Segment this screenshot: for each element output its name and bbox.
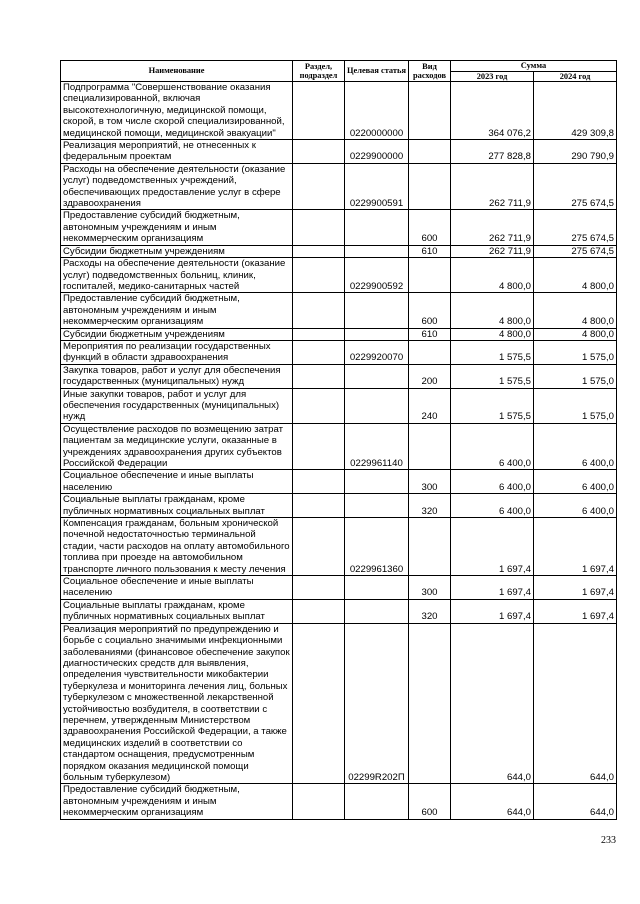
row-name-cell: Субсидии бюджетным учреждениям — [61, 245, 293, 257]
row-amount-2023-cell: 6 400,0 — [451, 423, 534, 470]
row-target-article-cell — [345, 470, 409, 494]
row-section-cell — [293, 388, 345, 423]
row-expense-type-cell: 600 — [409, 210, 451, 245]
row-target-article-cell — [345, 494, 409, 518]
header-section: Раздел, подраздел — [293, 61, 345, 82]
row-amount-2024-cell: 1 697,4 — [534, 576, 617, 600]
row-expense-type-cell — [409, 258, 451, 293]
row-section-cell — [293, 599, 345, 623]
table-row — [61, 293, 617, 328]
row-target-article-cell: 0229900592 — [345, 258, 409, 293]
row-amount-2023-cell: 262 711,9 — [451, 210, 534, 245]
table-row — [61, 388, 617, 423]
table-row — [61, 82, 617, 140]
row-name-cell: Реализация мероприятий, не отнесенных к федеральным проектам — [61, 140, 293, 164]
header-year-2023: 2023 год — [451, 71, 534, 82]
row-expense-type-cell: 610 — [409, 245, 451, 257]
header-year-2024: 2024 год — [534, 71, 617, 82]
row-target-article-cell — [345, 245, 409, 257]
row-amount-2024-cell: 1 697,4 — [534, 599, 617, 623]
row-amount-2023-cell: 364 076,2 — [451, 82, 534, 140]
row-section-cell — [293, 163, 345, 210]
row-name-cell: Компенсация гражданам, больным хронической почечной недостаточностью терминальной стадии, части расходов на оплату автомобильного топлива при проезде на автомобильном транспорте личного пользования к месту лечения — [61, 518, 293, 576]
row-amount-2023-cell: 4 800,0 — [451, 328, 534, 340]
row-name-cell: Социальное обеспечение и иные выплаты населению — [61, 470, 293, 494]
row-section-cell — [293, 293, 345, 328]
table-row — [61, 423, 617, 470]
table-row — [61, 328, 617, 340]
table-row — [61, 245, 617, 257]
row-section-cell — [293, 423, 345, 470]
row-name-cell: Расходы на обеспечение деятельности (оказание услуг) подведомственных учреждений, обеспечивающих предоставление услуг в сфере здравоохранения — [61, 163, 293, 210]
row-target-article-cell: 0229900000 — [345, 140, 409, 164]
row-target-article-cell — [345, 784, 409, 819]
table-row — [61, 576, 617, 600]
row-expense-type-cell: 600 — [409, 293, 451, 328]
row-expense-type-cell: 320 — [409, 599, 451, 623]
row-amount-2024-cell: 1 575,0 — [534, 364, 617, 388]
row-amount-2024-cell: 4 800,0 — [534, 258, 617, 293]
row-target-article-cell — [345, 210, 409, 245]
row-expense-type-cell — [409, 140, 451, 164]
header-target-article: Целевая статья — [345, 61, 409, 82]
row-target-article-cell — [345, 388, 409, 423]
row-name-cell: Предоставление субсидий бюджетным, автономным учреждениям и иным некоммерческим организациям — [61, 293, 293, 328]
row-expense-type-cell — [409, 623, 451, 784]
row-amount-2023-cell: 1 697,4 — [451, 576, 534, 600]
row-amount-2024-cell: 4 800,0 — [534, 328, 617, 340]
row-amount-2023-cell: 277 828,8 — [451, 140, 534, 164]
row-expense-type-cell: 300 — [409, 470, 451, 494]
row-amount-2024-cell: 275 674,5 — [534, 163, 617, 210]
row-target-article-cell — [345, 293, 409, 328]
row-expense-type-cell — [409, 518, 451, 576]
table-row — [61, 784, 617, 819]
table-row — [61, 140, 617, 164]
header-expense-type: Вид расходов — [409, 61, 451, 82]
row-amount-2024-cell: 644,0 — [534, 623, 617, 784]
row-expense-type-cell: 240 — [409, 388, 451, 423]
row-section-cell — [293, 364, 345, 388]
table-row — [61, 258, 617, 293]
row-expense-type-cell — [409, 423, 451, 470]
row-section-cell — [293, 576, 345, 600]
row-section-cell — [293, 518, 345, 576]
row-amount-2024-cell: 1 575,0 — [534, 388, 617, 423]
row-amount-2024-cell: 6 400,0 — [534, 494, 617, 518]
row-amount-2023-cell: 6 400,0 — [451, 494, 534, 518]
row-amount-2024-cell: 6 400,0 — [534, 423, 617, 470]
row-expense-type-cell — [409, 82, 451, 140]
table-header — [61, 61, 617, 82]
row-name-cell: Реализация мероприятий по предупреждению и борьбе с социально значимыми инфекционными заболеваниями (финансовое обеспечение закупок диагностических средств для выявления, определения чувствительности микобактерии туберкулеза и мониторинга лечения лиц, больных туберкулезом с множественной лекарственной устойчивостью возбудителя, в соответствии с перечнем, утвержденным Министерством здравоохранения Российской Федерации, а также медицинских изделий в соответствии со стандартом оснащения, предусмотренным порядком оказания медицинской помощи больным туберкулезом) — [61, 623, 293, 784]
row-amount-2024-cell: 4 800,0 — [534, 293, 617, 328]
row-amount-2023-cell: 262 711,9 — [451, 163, 534, 210]
row-name-cell: Расходы на обеспечение деятельности (оказание услуг) подведомственных больниц, клиник, госпиталей, медико-санитарных частей — [61, 258, 293, 293]
row-amount-2023-cell: 1 697,4 — [451, 518, 534, 576]
row-section-cell — [293, 470, 345, 494]
row-target-article-cell — [345, 576, 409, 600]
row-target-article-cell: 02299R202П — [345, 623, 409, 784]
table-row — [61, 518, 617, 576]
row-name-cell: Предоставление субсидий бюджетным, автономным учреждениям и иным некоммерческим организациям — [61, 784, 293, 819]
row-name-cell: Субсидии бюджетным учреждениям — [61, 328, 293, 340]
row-amount-2023-cell: 644,0 — [451, 623, 534, 784]
header-name: Наименование — [61, 61, 293, 82]
row-target-article-cell: 0220000000 — [345, 82, 409, 140]
table-row — [61, 494, 617, 518]
row-name-cell: Осуществление расходов по возмещению затрат пациентам за медицинские услуги, оказанные в учреждениях здравоохранения других субъектов Российской Федерации — [61, 423, 293, 470]
row-name-cell: Социальные выплаты гражданам, кроме публичных нормативных социальных выплат — [61, 494, 293, 518]
row-section-cell — [293, 210, 345, 245]
row-expense-type-cell: 610 — [409, 328, 451, 340]
header-sum: Сумма — [451, 61, 617, 72]
table-row — [61, 470, 617, 494]
row-target-article-cell: 0229900591 — [345, 163, 409, 210]
row-section-cell — [293, 340, 345, 364]
row-section-cell — [293, 140, 345, 164]
row-amount-2024-cell: 275 674,5 — [534, 210, 617, 245]
table-row — [61, 599, 617, 623]
row-amount-2024-cell: 6 400,0 — [534, 470, 617, 494]
row-amount-2023-cell: 1 697,4 — [451, 599, 534, 623]
row-section-cell — [293, 258, 345, 293]
row-target-article-cell: 0229920070 — [345, 340, 409, 364]
row-name-cell: Мероприятия по реализации государственных функций в области здравоохранения — [61, 340, 293, 364]
row-section-cell — [293, 245, 345, 257]
row-amount-2024-cell: 1 575,0 — [534, 340, 617, 364]
row-expense-type-cell — [409, 340, 451, 364]
row-section-cell — [293, 623, 345, 784]
row-expense-type-cell: 320 — [409, 494, 451, 518]
row-amount-2023-cell: 4 800,0 — [451, 293, 534, 328]
row-amount-2023-cell: 4 800,0 — [451, 258, 534, 293]
row-name-cell: Закупка товаров, работ и услуг для обеспечения государственных (муниципальных) нужд — [61, 364, 293, 388]
row-amount-2023-cell: 1 575,5 — [451, 364, 534, 388]
row-section-cell — [293, 82, 345, 140]
budget-table — [60, 60, 617, 820]
row-amount-2023-cell: 644,0 — [451, 784, 534, 819]
row-amount-2023-cell: 1 575,5 — [451, 388, 534, 423]
row-target-article-cell: 0229961360 — [345, 518, 409, 576]
row-expense-type-cell: 600 — [409, 784, 451, 819]
row-section-cell — [293, 494, 345, 518]
row-amount-2024-cell: 644,0 — [534, 784, 617, 819]
row-name-cell: Предоставление субсидий бюджетным, автономным учреждениям и иным некоммерческим организациям — [61, 210, 293, 245]
table-row — [61, 623, 617, 784]
row-amount-2023-cell: 6 400,0 — [451, 470, 534, 494]
row-target-article-cell — [345, 599, 409, 623]
row-expense-type-cell: 300 — [409, 576, 451, 600]
page-number: 233 — [601, 835, 616, 846]
table-row — [61, 163, 617, 210]
row-section-cell — [293, 784, 345, 819]
row-name-cell: Социальные выплаты гражданам, кроме публичных нормативных социальных выплат — [61, 599, 293, 623]
row-amount-2023-cell: 1 575,5 — [451, 340, 534, 364]
table-row — [61, 210, 617, 245]
row-name-cell: Социальное обеспечение и иные выплаты населению — [61, 576, 293, 600]
row-amount-2024-cell: 1 697,4 — [534, 518, 617, 576]
row-expense-type-cell — [409, 163, 451, 210]
row-amount-2024-cell: 429 309,8 — [534, 82, 617, 140]
table-row — [61, 340, 617, 364]
row-expense-type-cell: 200 — [409, 364, 451, 388]
row-amount-2024-cell: 290 790,9 — [534, 140, 617, 164]
table-body — [61, 82, 617, 820]
row-target-article-cell — [345, 364, 409, 388]
table-row — [61, 364, 617, 388]
row-target-article-cell — [345, 328, 409, 340]
row-name-cell: Иные закупки товаров, работ и услуг для обеспечения государственных (муниципальных) нужд — [61, 388, 293, 423]
row-section-cell — [293, 328, 345, 340]
row-amount-2024-cell: 275 674,5 — [534, 245, 617, 257]
row-name-cell: Подпрограмма "Совершенствование оказания специализированной, включая высокотехнологичную, медицинской помощи, скорой, в том числе скорой специализированной, медицинской помощи, медицинской эвакуации" — [61, 82, 293, 140]
row-target-article-cell: 0229961140 — [345, 423, 409, 470]
row-amount-2023-cell: 262 711,9 — [451, 245, 534, 257]
